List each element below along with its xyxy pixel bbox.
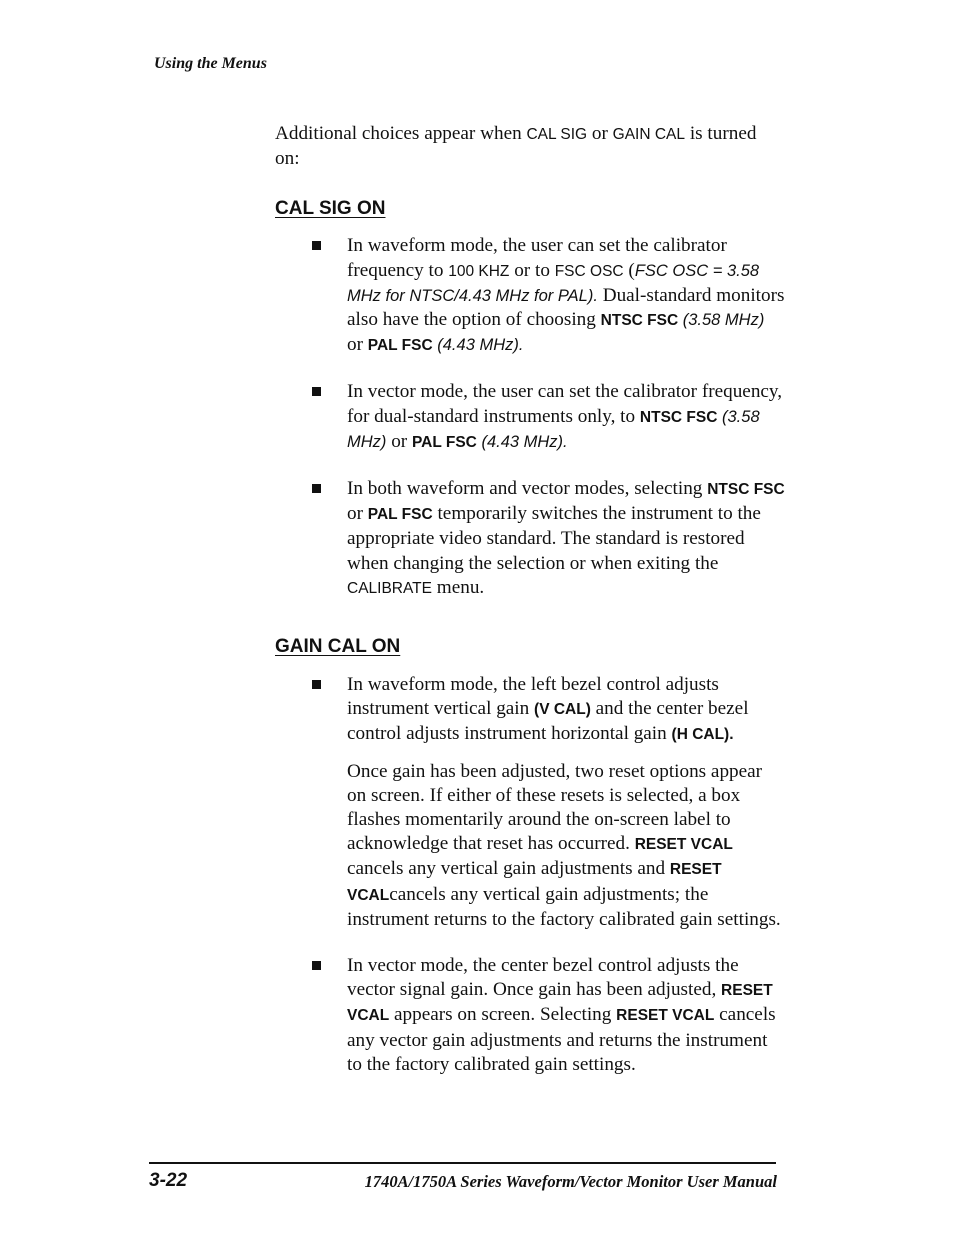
- bullet-followup-text: [347, 760, 785, 932]
- text: In vector mode, the user can set the calibrator frequency, for dual-standard instruments only, to: [347, 381, 783, 427]
- bullet-text: [347, 673, 785, 748]
- text: Once gain has been adjusted, two reset options appear on screen. If either of these resets is selected, a box flashes momentarily around the on-screen label to acknowledge that reset has occurred.: [347, 760, 763, 855]
- cal-sig-on-heading: CAL SIG ON: [275, 198, 386, 220]
- square-bullet-icon: [312, 387, 321, 396]
- text: (: [623, 259, 635, 281]
- text: or: [386, 430, 412, 452]
- bullet-text: [347, 954, 785, 1077]
- term-100khz: 100 KHZ: [448, 262, 510, 280]
- text: or to: [509, 259, 555, 281]
- term-pal-fsc: PAL FSC: [367, 506, 433, 524]
- term-pal-fsc: PAL FSC: [411, 433, 477, 451]
- text: or: [347, 503, 368, 525]
- term-reset-vcal: RESET VCAL: [616, 1007, 715, 1025]
- intro-text: or: [587, 123, 613, 144]
- text: temporarily switches the instrument to the appropriate video standard. The standard is restored when changing the selection or when exiting the: [347, 503, 761, 574]
- term-ntsc-fsc: NTSC FSC: [600, 312, 679, 330]
- text: menu.: [432, 576, 485, 598]
- list-item: [275, 673, 785, 932]
- ntsc-value: (3.58 MHz): [347, 407, 760, 451]
- text: In waveform mode, the user can set the calibrator frequency to: [347, 235, 727, 281]
- term-h-cal: (H CAL).: [671, 726, 734, 744]
- running-head: Using the Menus: [154, 55, 267, 72]
- term-calibrate: CALIBRATE: [347, 579, 432, 597]
- square-bullet-icon: [312, 241, 321, 250]
- term-reset-vcal: RESET VCAL: [347, 861, 722, 904]
- text: cancels any vertical gain adjustments; the instrument returns to the factory calibrated gain settings.: [347, 883, 781, 930]
- text: In vector mode, the center bezel control adjusts the vector signal gain. Once gain has been adjusted,: [347, 955, 739, 1001]
- bullet-text: [347, 234, 785, 358]
- term-ntsc-fsc: NTSC FSC: [639, 408, 718, 426]
- intro-paragraph: [275, 122, 785, 171]
- text: appears on screen. Selecting: [389, 1004, 617, 1026]
- text: and the center bezel control adjusts instrument horizontal gain: [347, 698, 749, 745]
- list-item: [275, 954, 785, 1077]
- square-bullet-icon: [312, 484, 321, 493]
- gain-cal-term: GAIN CAL: [612, 126, 686, 143]
- bullet-text: [347, 477, 785, 601]
- bullet-text: [347, 380, 785, 455]
- list-item: [275, 234, 785, 358]
- square-bullet-icon: [312, 680, 321, 689]
- cal-sig-on-list: [275, 234, 785, 601]
- term-reset-vcal: RESET VCAL: [347, 982, 773, 1025]
- square-bullet-icon: [312, 961, 321, 970]
- intro-text: is turned on:: [275, 123, 757, 170]
- gain-cal-on-heading: GAIN CAL ON: [275, 636, 401, 658]
- list-item: [275, 380, 785, 455]
- ntsc-value: (3.58 MHz): [678, 311, 765, 330]
- text: cancels any vertical gain adjustments and: [347, 858, 670, 880]
- page-number: 3-22: [149, 1170, 188, 1191]
- manual-title: 1740A/1750A Series Waveform/Vector Monitor User Manual: [364, 1172, 777, 1191]
- term-v-cal: (V CAL): [534, 701, 591, 719]
- intro-text: Additional choices appear when: [275, 123, 527, 144]
- pal-value: (4.43 MHz).: [476, 432, 568, 451]
- text: Dual-standard monitors also have the option of choosing: [347, 284, 785, 331]
- gain-cal-on-list: [275, 673, 785, 1077]
- term-ntsc-fsc: NTSC FSC: [707, 481, 785, 499]
- page-body: [275, 122, 785, 1077]
- text: or: [347, 334, 368, 356]
- term-pal-fsc: PAL FSC: [367, 337, 433, 355]
- cal-sig-term: CAL SIG: [526, 126, 588, 143]
- term-reset-vcal: RESET VCAL: [634, 836, 733, 854]
- text: cancels any vector gain adjustments and returns the instrument to the factory calibrated gain settings.: [347, 1004, 776, 1075]
- text: In both waveform and vector modes, selecting: [347, 478, 708, 500]
- list-item: [275, 477, 785, 601]
- pal-value: (4.43 MHz).: [432, 336, 524, 355]
- footer-rule: [149, 1162, 776, 1164]
- term-fsc-osc: FSC OSC: [554, 262, 624, 280]
- fsc-note: FSC OSC = 3.58 MHz for NTSC/4.43 MHz for PAL).: [347, 261, 760, 305]
- text: In waveform mode, the left bezel control adjusts instrument vertical gain: [347, 674, 719, 720]
